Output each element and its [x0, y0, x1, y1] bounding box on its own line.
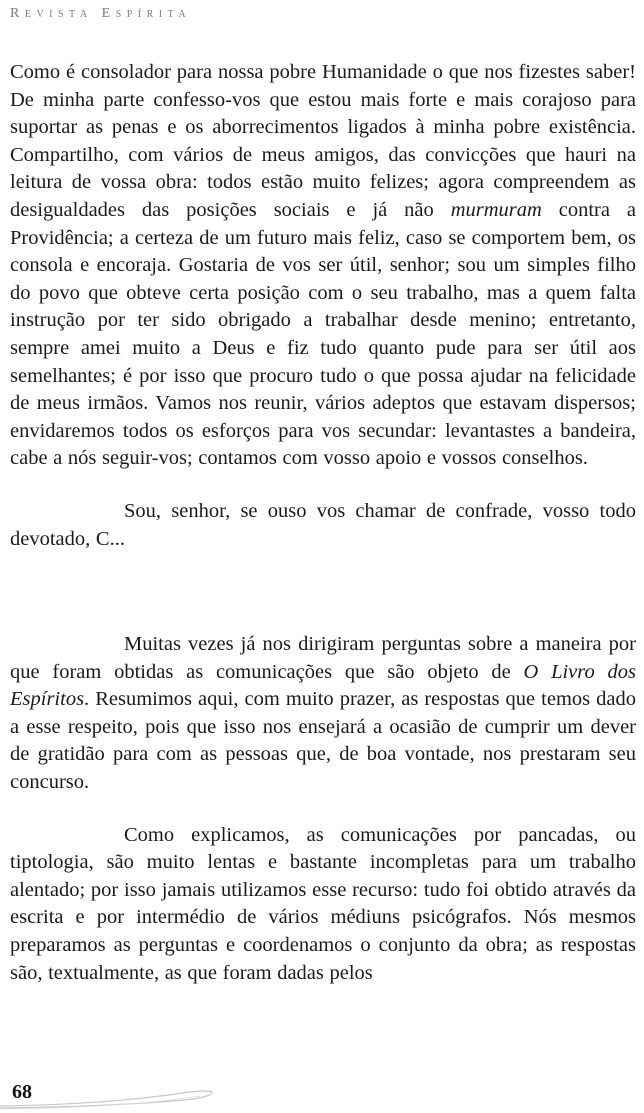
footer-swoosh-ornament [0, 1076, 644, 1113]
letter-paragraph-text-start: Como é consolador para nossa pobre Humanidade o que nos fizestes saber! De minha parte confesso-vos que estou mais forte e mais corajoso para suportar as penas e os aborrecimentos ligados à minha pobre existência. Compartilho, com vários de meus amigos, das convicções que hauri na leitura de vossa obra: todos estão muito felizes; agora compreendem as desigualdades das posições sociais e já não [10, 61, 636, 221]
paragraph-spacer [10, 473, 636, 498]
commentary-paragraph [10, 631, 636, 797]
section-spacer [10, 553, 636, 631]
page-footer [0, 1076, 644, 1113]
commentary-text-end: . Resumimos aqui, com muito prazer, as respostas que temos dado a esse respeito, pois que isso nos ensejará a ocasião de cumprir um dever de gratidão para com as pessoas que, de boa vontade, nos prestaram seu concurso. [10, 688, 636, 794]
letter-paragraph [10, 59, 636, 473]
italic-word-murmuram: murmuram [450, 198, 542, 221]
letter-paragraph-text-end: contra a Providência; a certeza de um futuro mais feliz, caso se comportem bem, os consola e encoraja. Gostaria de vos ser útil, senhor; sou um simples filho do povo que obteve certa posição com o seu trabalho, mas a quem falta instrução por ter sido obrigado a trabalhar desde menino; entretanto, sempre amei muito a Deus e fiz tudo quanto pude para ser útil aos semelhantes; é por isso que procuro tudo o que possa ajudar na felicidade de meus irmãos. Vamos nos reunir, vários adeptos que estavam dispersos; envidaremos todos os esforços para vos secundar: levantastes a bandeira, cabe a nós seguir-vos; contamos com vosso apoio e vossos conselhos. [10, 198, 636, 470]
running-header: Revista Espírita [10, 6, 192, 21]
explanation-paragraph: Como explicamos, as comunicações por pancadas, ou tiptologia, são muito lentas e bastante incompletas para um trabalho alentado; por isso jamais utilizamos esse recurso: tudo foi obtido através da escrita e por intermédio de vários médiuns psicógrafos. Nós mesmos preparamos as perguntas e coordenamos o conjunto da obra; as respostas são, textualmente, as que foram dadas pelos [10, 823, 636, 984]
page-number: 68 [12, 1081, 32, 1103]
page-body [10, 59, 636, 987]
commentary-text-start: Muitas vezes já nos dirigiram perguntas sobre a maneira por que foram obtidas as comunicações que são objeto de [10, 633, 636, 683]
letter-signoff: Sou, senhor, se ouso vos chamar de confrade, vosso todo devotado, C... [10, 499, 636, 550]
paragraph-spacer [10, 797, 636, 822]
book-title: O Livro dos Espíritos [10, 660, 637, 711]
